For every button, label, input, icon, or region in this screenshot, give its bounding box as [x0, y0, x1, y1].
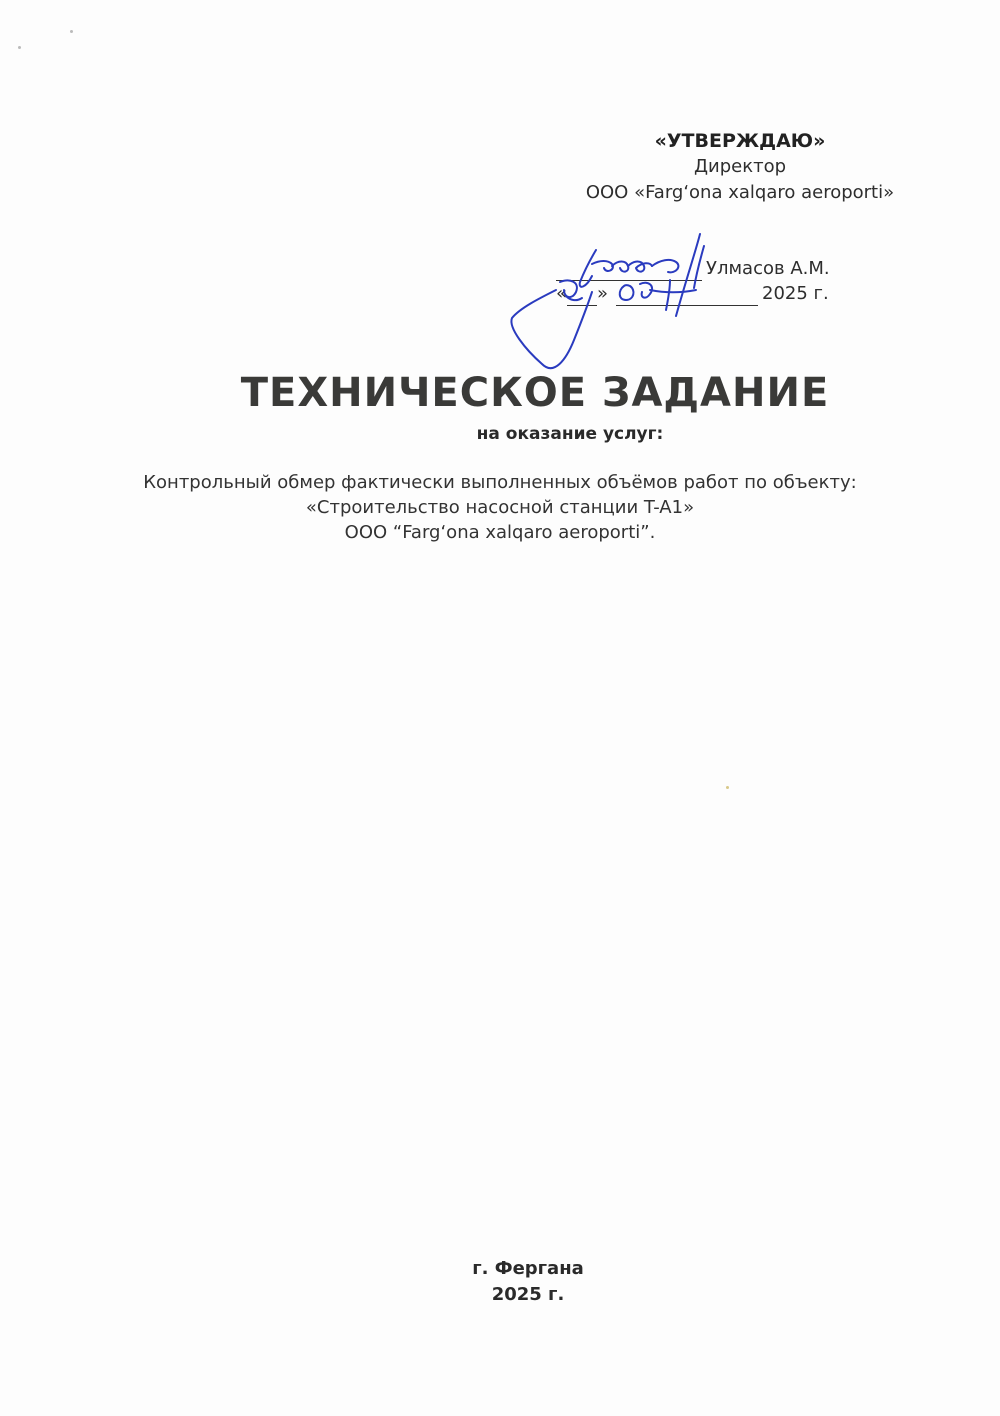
footer-city: г. Фергана — [472, 1258, 584, 1279]
document-subtitle: на оказание услуг: — [476, 424, 664, 444]
date-open-quote: « — [556, 283, 568, 304]
service-description — [0, 470, 1000, 545]
scan-speck — [18, 46, 21, 49]
signatory-name: Улмасов А.М. — [706, 258, 830, 279]
footer-year: 2025 г. — [491, 1284, 565, 1305]
date-close-quote: » — [597, 283, 609, 304]
approval-heading: «УТВЕРЖДАЮ» — [654, 130, 826, 152]
description-line-1: Контрольный обмер фактически выполненных объёмов работ по объекту: — [143, 472, 857, 493]
description-line-2: «Строительство насосной станции T-A1» — [305, 497, 695, 518]
approval-block — [540, 128, 940, 206]
approval-year: 2025 г. — [762, 283, 829, 304]
scan-speck — [726, 786, 729, 789]
approval-organization: ООО «Farg‘ona xalqaro aeroporti» — [585, 182, 895, 203]
description-line-3: ООО “Farg‘ona xalqaro aeroporti”. — [344, 522, 656, 543]
document-title: ТЕХНИЧЕСКОЕ ЗАДАНИЕ — [240, 370, 830, 416]
handwritten-signature — [500, 220, 740, 380]
document-footer — [0, 1256, 1000, 1308]
scan-speck — [70, 30, 73, 33]
approval-position: Директор — [693, 156, 787, 177]
